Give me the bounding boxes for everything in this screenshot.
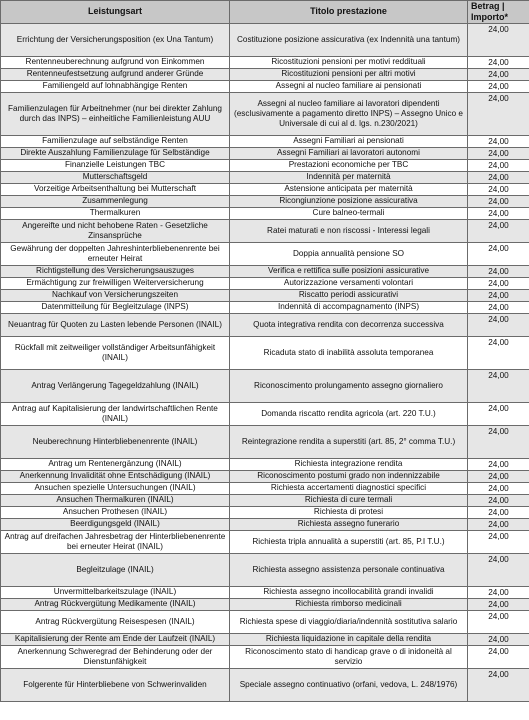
cell-titolo-prestazione: Ratei maturati e non riscossi - Interessi legali (230, 219, 468, 242)
table-row (1, 402, 529, 425)
table-row (1, 242, 529, 265)
cell-betrag: 24,00 (468, 23, 529, 56)
cell-titolo-prestazione: Richiesta di cure termali (230, 494, 468, 506)
table-row (1, 645, 529, 668)
cell-titolo-prestazione: Ricongiunzione posizione assicurativa (230, 195, 468, 207)
cell-leistungsart: Ansuchen Prothesen (INAIL) (1, 506, 230, 518)
cell-leistungsart: Antrag Rückvergütung Reisespesen (INAIL) (1, 610, 230, 633)
cell-betrag: 24,00 (468, 518, 529, 530)
table-row (1, 171, 529, 183)
table-row (1, 506, 529, 518)
table-row (1, 159, 529, 171)
cell-betrag: 24,00 (468, 80, 529, 92)
header-titolo-prestazione: Titolo prestazione (230, 1, 468, 24)
table-row (1, 458, 529, 470)
table-row (1, 633, 529, 645)
cell-titolo-prestazione: Indennità di accompagnamento (INPS) (230, 301, 468, 313)
cell-leistungsart: Datenmitteilung für Begleitzulage (INPS) (1, 301, 230, 313)
cell-titolo-prestazione: Cure balneo-termali (230, 207, 468, 219)
cell-titolo-prestazione: Indennità per maternità (230, 171, 468, 183)
cell-leistungsart: Ansuchen spezielle Untersuchungen (INAIL) (1, 482, 230, 494)
cell-betrag: 24,00 (468, 506, 529, 518)
cell-titolo-prestazione: Assegni al nucleo familiare ai pensionati (230, 80, 468, 92)
cell-titolo-prestazione: Doppia annualità pensione SO (230, 242, 468, 265)
table-row (1, 369, 529, 402)
table-row (1, 610, 529, 633)
cell-titolo-prestazione: Richiesta tripla annualità a superstiti (art. 85, P.I T.U.) (230, 530, 468, 553)
cell-betrag: 24,00 (468, 425, 529, 458)
table-row (1, 494, 529, 506)
cell-titolo-prestazione: Richiesta assegno incollocabilità grandi invalidi (230, 586, 468, 598)
cell-titolo-prestazione: Richiesta integrazione rendita (230, 458, 468, 470)
cell-betrag: 24,00 (468, 195, 529, 207)
cell-betrag: 24,00 (468, 159, 529, 171)
cell-leistungsart: Begleitzulage (INAIL) (1, 553, 230, 586)
cell-leistungsart: Anerkennung Invalidität ohne Entschädigung (INAIL) (1, 470, 230, 482)
cell-titolo-prestazione: Autorizzazione versamenti volontari (230, 277, 468, 289)
cell-titolo-prestazione: Richiesta spese di viaggio/diaria/indennità sostitutiva salario (230, 610, 468, 633)
cell-leistungsart: Antrag auf dreifachen Jahresbetrag der Hinterbliebenenrente bei erneuter Heirat (INAIL) (1, 530, 230, 553)
cell-leistungsart: Richtigstellung des Versicherungsauszuges (1, 265, 230, 277)
cell-leistungsart: Familienzulagen für Arbeitnehmer (nur bei direkter Zahlung durch das INPS) – einheitliche Familienleistung AUU (1, 92, 230, 135)
table-row (1, 265, 529, 277)
cell-titolo-prestazione: Assegni Familiari ai lavoratori autonomi (230, 147, 468, 159)
cell-betrag: 24,00 (468, 668, 529, 701)
cell-titolo-prestazione: Domanda riscatto rendita agricola (art. 220 T.U.) (230, 402, 468, 425)
cell-betrag: 24,00 (468, 56, 529, 68)
table-row (1, 518, 529, 530)
cell-leistungsart: Unvermittelbarkeitszulage (INAIL) (1, 586, 230, 598)
cell-leistungsart: Neuantrag für Quoten zu Lasten lebende Personen (INAIL) (1, 313, 230, 336)
cell-titolo-prestazione: Richiesta liquidazione in capitale della rendita (230, 633, 468, 645)
table-row (1, 56, 529, 68)
cell-titolo-prestazione: Assegni al nucleo familiare ai lavoratori dipendenti (esclusivamente a pagamento diretto INPS) – Assegno Unico e Universale di cui al d. lgs. n.230/2021) (230, 92, 468, 135)
table-row (1, 183, 529, 195)
table-row (1, 195, 529, 207)
cell-titolo-prestazione: Speciale assegno continuativo (orfani, vedova, L. 248/1976) (230, 668, 468, 701)
table-row (1, 23, 529, 56)
cell-titolo-prestazione: Quota integrativa rendita con decorrenza successiva (230, 313, 468, 336)
table-row (1, 147, 529, 159)
cell-titolo-prestazione: Riconoscimento stato di handicap grave o di inidoneità al servizio (230, 645, 468, 668)
cell-leistungsart: Beerdigungsgeld (INAIL) (1, 518, 230, 530)
cell-betrag: 24,00 (468, 301, 529, 313)
cell-titolo-prestazione: Assegni Familiari ai pensionati (230, 135, 468, 147)
cell-betrag: 24,00 (468, 633, 529, 645)
cell-leistungsart: Errichtung der Versicherungsposition (ex Una Tantum) (1, 23, 230, 56)
cell-leistungsart: Ermächtigung zur freiwilligen Weiterversicherung (1, 277, 230, 289)
table-row (1, 336, 529, 369)
cell-leistungsart: Direkte Auszahlung Familienzulage für Selbständige (1, 147, 230, 159)
table-row (1, 668, 529, 701)
cell-titolo-prestazione: Richiesta rimborso medicinali (230, 598, 468, 610)
cell-titolo-prestazione: Richiesta di protesi (230, 506, 468, 518)
cell-leistungsart: Kapitalisierung der Rente am Ende der Laufzeit (INAIL) (1, 633, 230, 645)
table-row (1, 482, 529, 494)
cell-leistungsart: Rückfall mit zeitweiliger vollständiger Arbeitsunfähigkeit (INAIL) (1, 336, 230, 369)
cell-betrag: 24,00 (468, 265, 529, 277)
cell-leistungsart: Neuberechnung Hinterbliebenenrente (INAIL) (1, 425, 230, 458)
cell-leistungsart: Ansuchen Thermalkuren (INAIL) (1, 494, 230, 506)
cell-betrag: 24,00 (468, 147, 529, 159)
cell-betrag: 24,00 (468, 207, 529, 219)
cell-leistungsart: Antrag Verlängerung Tagegeldzahlung (INAIL) (1, 369, 230, 402)
cell-betrag: 24,00 (468, 402, 529, 425)
cell-titolo-prestazione: Richiesta assegno assistenza personale continuativa (230, 553, 468, 586)
cell-leistungsart: Antrag Rückvergütung Medikamente (INAIL) (1, 598, 230, 610)
table-row (1, 207, 529, 219)
cell-betrag: 24,00 (468, 369, 529, 402)
cell-titolo-prestazione: Prestazioni economiche per TBC (230, 159, 468, 171)
table-header-row (1, 1, 529, 24)
cell-betrag: 24,00 (468, 553, 529, 586)
cell-betrag: 24,00 (468, 458, 529, 470)
cell-titolo-prestazione: Costituzione posizione assicurativa (ex Indennità una tantum) (230, 23, 468, 56)
table-row (1, 289, 529, 301)
cell-betrag: 24,00 (468, 313, 529, 336)
cell-betrag: 24,00 (468, 586, 529, 598)
cell-leistungsart: Familiengeld auf lohnabhängige Renten (1, 80, 230, 92)
table-row (1, 219, 529, 242)
cell-betrag: 24,00 (468, 171, 529, 183)
cell-betrag: 24,00 (468, 494, 529, 506)
cell-betrag: 24,00 (468, 183, 529, 195)
table-row (1, 598, 529, 610)
cell-titolo-prestazione: Reintegrazione rendita a superstiti (art. 85, 2° comma T.U.) (230, 425, 468, 458)
cell-betrag: 24,00 (468, 277, 529, 289)
cell-titolo-prestazione: Ricaduta stato di inabilità assoluta temporanea (230, 336, 468, 369)
table-row (1, 425, 529, 458)
cell-betrag: 24,00 (468, 470, 529, 482)
cell-leistungsart: Antrag auf Kapitalisierung der landwirtschaftlichen Rente (INAIL) (1, 402, 230, 425)
table-row (1, 553, 529, 586)
cell-betrag: 24,00 (468, 530, 529, 553)
cell-leistungsart: Familienzulage auf selbständige Renten (1, 135, 230, 147)
cell-betrag: 24,00 (468, 610, 529, 633)
cell-betrag: 24,00 (468, 482, 529, 494)
cell-leistungsart: Rentenneufestsetzung aufgrund anderer Gründe (1, 68, 230, 80)
cell-titolo-prestazione: Richiesta accertamenti diagnostici specifici (230, 482, 468, 494)
cell-leistungsart: Nachkauf von Versicherungszeiten (1, 289, 230, 301)
cell-betrag: 24,00 (468, 68, 529, 80)
cell-leistungsart: Finanzielle Leistungen TBC (1, 159, 230, 171)
cell-leistungsart: Zusammenlegung (1, 195, 230, 207)
table-row (1, 470, 529, 482)
cell-betrag: 24,00 (468, 242, 529, 265)
table-row (1, 80, 529, 92)
cell-leistungsart: Folgerente für Hinterbliebene von Schwerinvaliden (1, 668, 230, 701)
cell-titolo-prestazione: Riconoscimento postumi grado non indennizzabile (230, 470, 468, 482)
header-leistungsart: Leistungsart (1, 1, 230, 24)
cell-titolo-prestazione: Ricostituzioni pensioni per motivi reddituali (230, 56, 468, 68)
cell-betrag: 24,00 (468, 289, 529, 301)
table-row (1, 530, 529, 553)
table-row (1, 313, 529, 336)
cell-leistungsart: Antrag um Rentenergänzung (INAIL) (1, 458, 230, 470)
cell-betrag: 24,00 (468, 135, 529, 147)
cell-titolo-prestazione: Richiesta assegno funerario (230, 518, 468, 530)
cell-leistungsart: Mutterschaftsgeld (1, 171, 230, 183)
table-row (1, 277, 529, 289)
table-row (1, 301, 529, 313)
cell-betrag: 24,00 (468, 645, 529, 668)
header-betrag-importo: Betrag | Importo* (468, 1, 529, 24)
cell-leistungsart: Angereifte und nicht behobene Raten - Gesetzliche Zinsansprüche (1, 219, 230, 242)
cell-betrag: 24,00 (468, 598, 529, 610)
cell-titolo-prestazione: Riscatto periodi assicurativi (230, 289, 468, 301)
cell-titolo-prestazione: Verifica e rettifica sulle posizioni assicurative (230, 265, 468, 277)
table-row (1, 68, 529, 80)
cell-leistungsart: Gewährung der doppelten Jahreshinterbliebenenrente bei erneuter Heirat (1, 242, 230, 265)
table-row (1, 586, 529, 598)
cell-leistungsart: Thermalkuren (1, 207, 230, 219)
cell-leistungsart: Anerkennung Schweregrad der Behinderung oder der Dienstunfähigkeit (1, 645, 230, 668)
table-row (1, 135, 529, 147)
table-row (1, 92, 529, 135)
cell-betrag: 24,00 (468, 92, 529, 135)
cell-leistungsart: Vorzeitige Arbeitsenthaltung bei Mutterschaft (1, 183, 230, 195)
cell-titolo-prestazione: Ricostituzioni pensioni per altri motivi (230, 68, 468, 80)
cell-betrag: 24,00 (468, 219, 529, 242)
cell-titolo-prestazione: Riconoscimento prolungamento assegno giornaliero (230, 369, 468, 402)
cell-titolo-prestazione: Astensione anticipata per maternità (230, 183, 468, 195)
cell-betrag: 24,00 (468, 336, 529, 369)
cell-leistungsart: Rentenneuberechnung aufgrund von Einkommen (1, 56, 230, 68)
